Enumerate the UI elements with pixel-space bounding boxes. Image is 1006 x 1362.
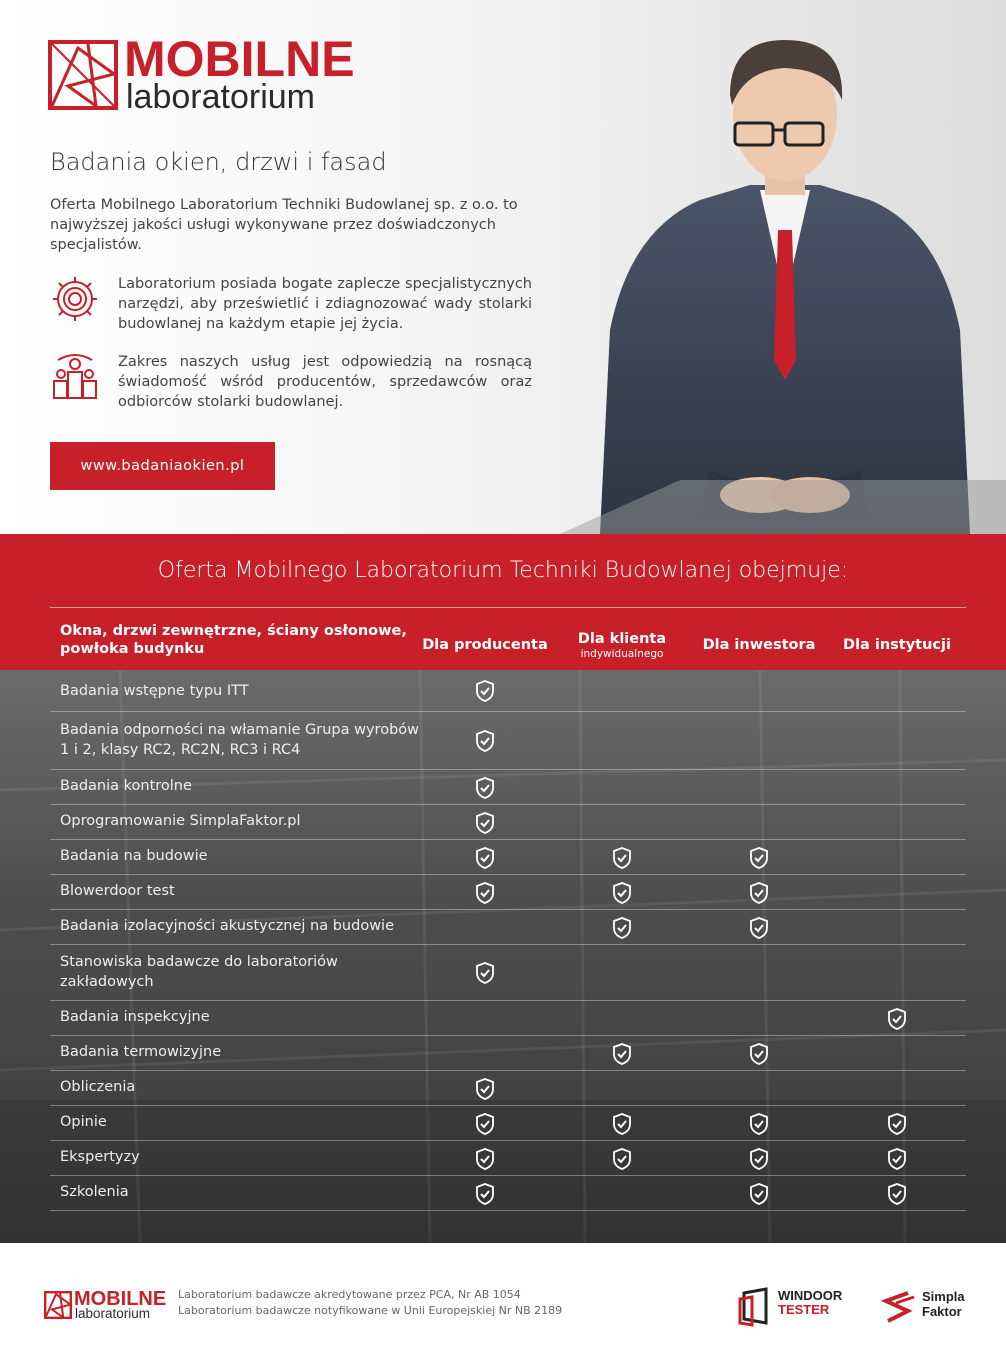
row-label: Szkolenia: [60, 1184, 129, 1200]
feature-text: Zakres naszych usług jest odpowiedzią na rosnącą świadomość wśród producentów, sprzedawców oraz odbiorców stolarki budowlanej.: [118, 354, 532, 410]
row-label: Badania na budowie: [60, 848, 208, 864]
brand-logo: [48, 31, 355, 116]
check-shield-icon: [611, 916, 633, 940]
simpla-faktor-logo: [878, 1287, 978, 1327]
check-shield-icon: [748, 881, 770, 905]
portrait-image: [560, 0, 1006, 534]
feature-item: [50, 352, 532, 416]
check-shield-icon: [748, 846, 770, 870]
column-header-label: Dla producenta: [422, 637, 548, 653]
row-label: Stanowiska badawcze do laboratoriów zakładowych: [60, 954, 338, 990]
check-shield-icon: [474, 776, 496, 800]
windoor-tester-logo: [738, 1287, 858, 1327]
row-label: Badania inspekcyjne: [60, 1009, 210, 1025]
table-header-main: Okna, drzwi zewnętrzne, ściany osłonowe, powłoka budynku: [60, 623, 407, 657]
table-row: [50, 1071, 966, 1106]
check-shield-icon: [474, 1147, 496, 1171]
gear-icon: [50, 274, 100, 324]
simpla-label-top: Simpla: [922, 1289, 965, 1304]
row-label: Badania wstępne typu ITT: [60, 683, 249, 699]
check-shield-icon: [748, 916, 770, 940]
row-label: Badania kontrolne: [60, 778, 192, 794]
team-icon: [50, 352, 100, 402]
table-row: [50, 875, 966, 910]
column-header-client: [554, 622, 690, 668]
check-shield-icon: [748, 1112, 770, 1136]
check-shield-icon: [611, 846, 633, 870]
check-shield-icon: [611, 1042, 633, 1066]
accreditation-line: Laboratorium badawcze notyfikowane w Unii Europejskiej Nr NB 2189: [178, 1304, 563, 1317]
table-row: [50, 945, 966, 1001]
column-header-label: Dla instytucji: [843, 637, 951, 653]
footer: [0, 1243, 1006, 1362]
check-shield-icon: [886, 1182, 908, 1206]
windoor-label-bottom: TESTER: [778, 1302, 830, 1317]
hero-section: [0, 0, 1006, 534]
table-row: [50, 1106, 966, 1141]
offer-table: [0, 670, 1006, 1243]
check-shield-icon: [886, 1112, 908, 1136]
check-shield-icon: [474, 1077, 496, 1101]
table-row: [50, 1141, 966, 1176]
check-shield-icon: [748, 1042, 770, 1066]
logo-mark-icon: [48, 40, 118, 110]
check-shield-icon: [748, 1147, 770, 1171]
windoor-label: [778, 1289, 842, 1317]
feature-item: [50, 274, 532, 338]
row-label: Badania odporności na włamanie Grupa wyrobów 1 i 2, klasy RC2, RC2N, RC3 i RC4: [60, 722, 420, 758]
table-row: [50, 770, 966, 805]
column-header-investor: [691, 622, 827, 668]
table-row: [50, 1176, 966, 1211]
column-header-label: Dla inwestora: [702, 637, 816, 653]
feature-text: Laboratorium posiada bogate zaplecze specjalistycznych narzędzi, aby prześwietlić i zdiagnozować wady stolarki budowlanej na każdym etapie jej życia.: [118, 276, 532, 332]
table-row: [50, 805, 966, 840]
footer-logo-top: MOBILNE: [74, 1288, 167, 1310]
table-row: [50, 1001, 966, 1036]
table-row: [50, 910, 966, 945]
accreditation-text: [178, 1287, 562, 1319]
check-shield-icon: [474, 1112, 496, 1136]
website-link-button[interactable]: www.badaniaokien.pl: [50, 442, 275, 490]
row-label: Oprogramowanie SimplaFaktor.pl: [60, 813, 301, 829]
footer-logo: [44, 1288, 167, 1325]
column-header-producer: [417, 622, 553, 668]
windoor-label-top: WINDOOR: [778, 1288, 843, 1303]
brand-name-bottom: laboratorium: [126, 78, 315, 116]
row-label: Badania termowizyjne: [60, 1044, 222, 1060]
column-header-label: Dla klienta: [577, 630, 667, 647]
accreditation-line: Laboratorium badawcze akredytowane przez PCA, Nr AB 1054: [178, 1288, 521, 1301]
column-header-sublabel: indywidualnego: [580, 647, 664, 660]
check-shield-icon: [748, 1182, 770, 1206]
check-shield-icon: [474, 679, 496, 703]
check-shield-icon: [474, 961, 496, 985]
check-shield-icon: [474, 729, 496, 753]
row-label: Ekspertyzy: [60, 1149, 140, 1165]
table-row: [50, 712, 966, 770]
offer-title: Oferta Mobilnego Laboratorium Techniki Budowlanej obejmuje:: [157, 558, 849, 583]
check-shield-icon: [886, 1007, 908, 1031]
row-label: Blowerdoor test: [60, 883, 175, 899]
table-row: [50, 840, 966, 875]
column-header-institution: [829, 622, 965, 668]
check-shield-icon: [611, 881, 633, 905]
page-headline: Badania okien, drzwi i fasad: [50, 148, 387, 176]
check-shield-icon: [474, 881, 496, 905]
table-row: [50, 670, 966, 712]
simpla-mark-icon: [878, 1289, 918, 1325]
divider: [50, 607, 966, 608]
row-label: Badania izolacyjności akustycznej na budowie: [60, 918, 395, 934]
windoor-mark-icon: [738, 1287, 774, 1327]
check-shield-icon: [611, 1112, 633, 1136]
footer-logo-bottom: laboratorium: [75, 1306, 151, 1321]
logo-mark-icon: [44, 1291, 72, 1319]
check-shield-icon: [611, 1147, 633, 1171]
simpla-label: [922, 1289, 965, 1319]
simpla-label-bottom: Faktor: [922, 1304, 962, 1319]
check-shield-icon: [474, 1182, 496, 1206]
row-label: Opinie: [60, 1114, 107, 1130]
table-row: [50, 1036, 966, 1071]
check-shield-icon: [474, 846, 496, 870]
row-label: Obliczenia: [60, 1079, 136, 1095]
check-shield-icon: [886, 1147, 908, 1171]
check-shield-icon: [474, 811, 496, 835]
brand-name-top: MOBILNE: [124, 31, 355, 87]
intro-text: Oferta Mobilnego Laboratorium Techniki Budowlanej sp. z o.o. to najwyższej jakości usługi wykonywane przez doświadczonych specjalistów.: [50, 197, 518, 253]
